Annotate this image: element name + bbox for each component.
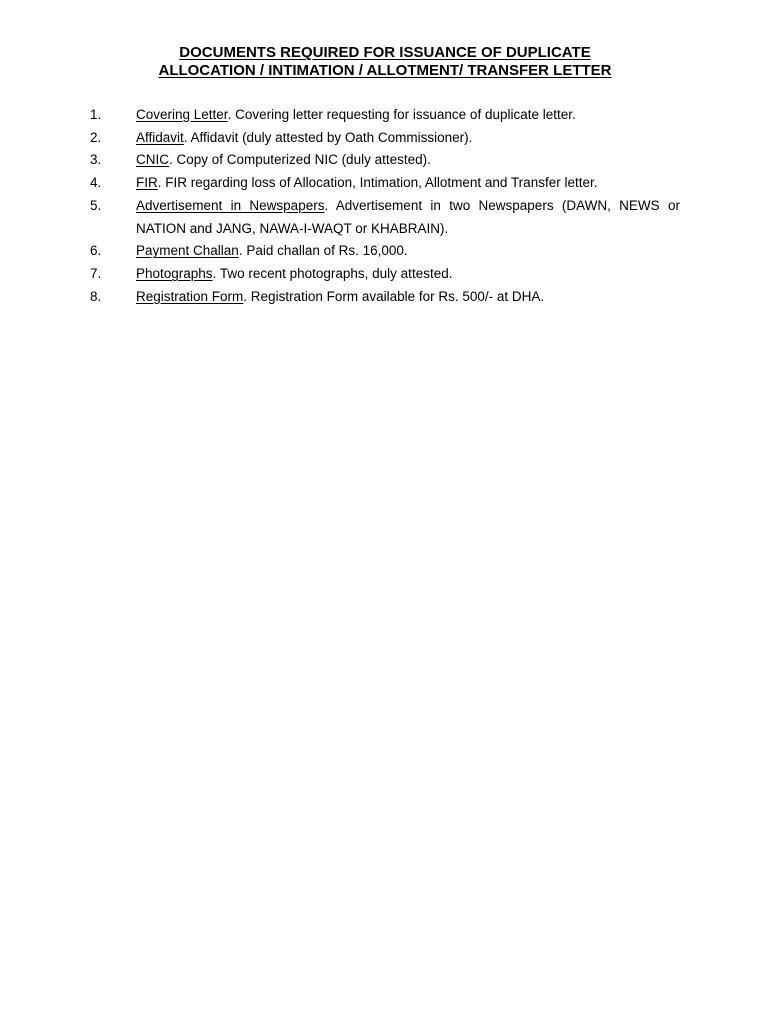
item-description: . Affidavit (duly attested by Oath Commissioner). (183, 129, 473, 145)
item-term: Payment Challan (136, 243, 239, 259)
list-item (0, 127, 680, 150)
item-description: . Registration Form available for Rs. 500/- at DHA. (243, 288, 545, 304)
item-description: . Covering letter requesting for issuance of duplicate letter. (227, 107, 576, 122)
item-description: . FIR regarding loss of Allocation, Intimation, Allotment and Transfer letter. (157, 175, 598, 191)
title-line-2: ALLOCATION / INTIMATION / ALLOTMENT/ TRANSFER LETTER (158, 62, 612, 79)
item-description: . Copy of Computerized NIC (duly attested). (169, 152, 431, 168)
item-term: CNIC (136, 152, 169, 168)
item-term: Affidavit (136, 129, 184, 145)
item-number: 8. (90, 288, 102, 304)
item-term: Registration Form (136, 288, 244, 304)
list-item (0, 240, 680, 263)
item-number: 6. (90, 243, 102, 259)
item-term: FIR (136, 175, 158, 191)
item-number: 4. (90, 175, 102, 191)
item-description: . Advertisement in two Newspapers (DAWN, NEWS or NATION and JANG, NAWA-I-WAQT or KHABRAIN). (136, 197, 680, 236)
document-title (0, 44, 770, 80)
item-description: . Paid challan of Rs. 16,000. (238, 243, 408, 259)
item-number: 1. (90, 107, 102, 122)
list-item (0, 104, 680, 127)
requirements-list (0, 104, 770, 308)
list-item (0, 172, 680, 195)
item-number: 3. (90, 152, 102, 168)
item-number: 5. (90, 197, 102, 213)
list-item (0, 263, 680, 286)
item-number: 7. (90, 265, 102, 281)
list-item (0, 286, 680, 309)
item-description: . Two recent photographs, duly attested. (212, 265, 453, 281)
list-item (0, 149, 680, 172)
list-item (0, 195, 680, 240)
item-term: Photographs (136, 265, 213, 281)
item-number: 2. (90, 129, 102, 145)
item-term: Advertisement in Newspapers (136, 197, 325, 213)
title-line-1: DOCUMENTS REQUIRED FOR ISSUANCE OF DUPLICATE (179, 44, 591, 61)
item-term: Covering Letter (136, 107, 228, 122)
